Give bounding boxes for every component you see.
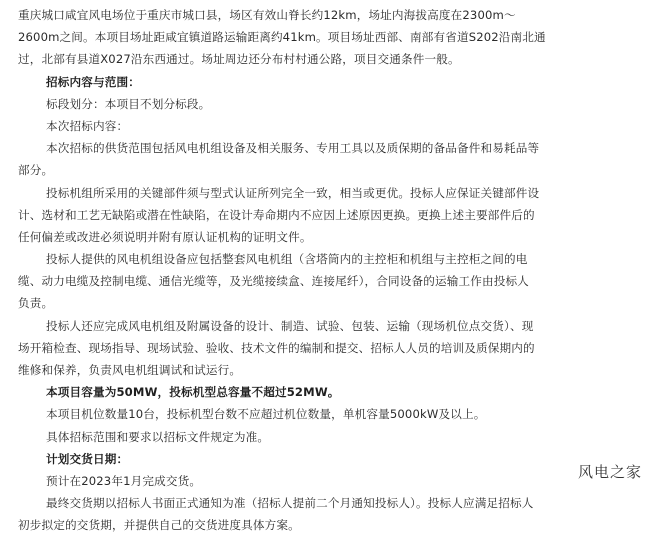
services-line-3: 维修和保养，负责风电机组调试和试运行。 [18, 363, 242, 377]
heading-delivery: 计划交货日期： [46, 451, 129, 466]
tender-content-label: 本次招标内容： [46, 118, 129, 133]
key-parts-line-2: 计、选材和工艺无缺陷或潜在性缺陷，在设计寿命期内不应因上述原因更换。更换上述主要部件后的 [18, 207, 535, 222]
lot-division: 标段划分：本项目不划分标段。 [46, 96, 211, 111]
intro-line-2: 2600m之间。本项目场址距咸宜镇道路运输距离约41km。项目场址西部、南部有省道S202沿南北通 [18, 30, 546, 45]
delivery-estimate: 预计在2023年1月完成交货。 [46, 473, 202, 488]
delivery-final-line-1: 最终交货期以招标人书面正式通知为准（招标人提前二个月通知投标人）。投标人应满足招标人 [46, 496, 534, 511]
equipment-line-2: 缆、动力电缆及控制电缆、通信光缆等，及光缆接续盒、连接尾纤），合同设备的运输工作由投标人 [18, 274, 529, 289]
supply-scope-line-2: 部分。 [18, 163, 54, 178]
services-line-1: 投标人还应完成风电机组及附属设备的设计、制造、试验、包装、运输（现场机位点交货）、现 [46, 318, 534, 333]
equipment-line-1: 投标人提供的风电机组设备应包括整套风电机组（含塔筒内的主控柜和机组与主控柜之间的电 [46, 252, 528, 267]
key-parts-line-3: 任何偏差或改进必须说明并附有原认证机构的证明文件。 [18, 229, 312, 244]
capacity-heading: 本项目容量为50MW，投标机型总容量不超过52MW。 [46, 385, 340, 400]
watermark: 风电之家 [577, 463, 642, 481]
turbine-count: 本项目机位数量10台，投标机型台数不应超过机位数量，单机容量5000kW及以上。 [46, 407, 486, 422]
intro-line-1: 重庆城口咸宜风电场位于重庆市城口县，场区有效山脊长约12km，场址内海拔高度在2300m～ [18, 8, 516, 22]
intro-line-3: 过，北部有县道X027沿东西通过。场址周边还分布村村通公路，项目交通条件一般。 [18, 52, 460, 67]
delivery-final-line-2: 初步拟定的交货期，并提供自己的交货进度具体方案。 [18, 518, 300, 533]
services-line-2: 场开箱检查、现场指导、现场试验、验收、技术文件的编制和提交、招标人人员的培训及质保期内的 [18, 340, 535, 355]
equipment-line-3: 负责。 [18, 296, 54, 311]
supply-scope-line-1: 本次招标的供货范围包括风电机组设备及相关服务、专用工具以及质保期的备品备件和易耗品等 [46, 141, 540, 156]
key-parts-line-1: 投标机组所采用的关键部件须与型式认证所列完全一致，相当或更优。投标人应保证关键部件设 [46, 185, 540, 200]
heading-scope: 招标内容与范围： [46, 74, 140, 89]
document-body [0, 4, 654, 537]
scope-reference: 具体招标范围和要求以招标文件规定为准。 [46, 429, 270, 444]
